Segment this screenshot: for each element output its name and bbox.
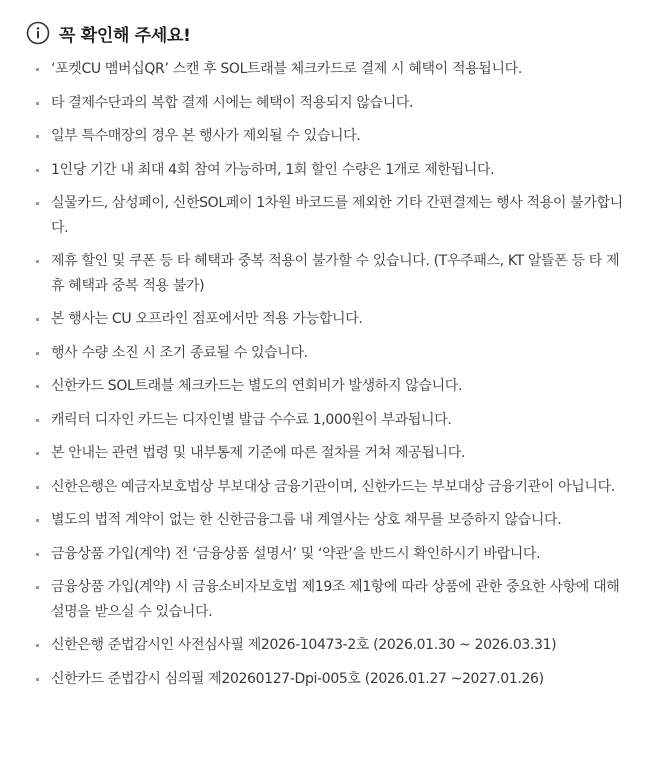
notice-item-text: 제휴 할인 및 쿠폰 등 타 혜택과 중복 적용이 불가할 수 있습니다. (T우주패스, KT 알뜰폰 등 타 제휴 혜택과 중복 적용 불가)	[51, 253, 620, 294]
notice-item	[26, 542, 626, 567]
notice-item-text: 신한카드 SOL트래블 체크카드는 별도의 연회비가 발생하지 않습니다.	[51, 378, 463, 394]
bullet-icon	[36, 452, 39, 455]
bullet-icon	[36, 385, 39, 388]
bullet-icon	[36, 352, 39, 355]
notice-item	[26, 341, 626, 366]
notice-item-text: 일부 특수매장의 경우 본 행사가 제외될 수 있습니다.	[51, 128, 361, 144]
notice-list	[26, 57, 626, 691]
notice-item-text: 본 안내는 관련 법령 및 내부통제 기준에 따른 절차를 거쳐 제공됩니다.	[51, 445, 465, 461]
notice-title: 꼭 확인해 주세요!	[59, 25, 191, 46]
notice-item	[26, 124, 626, 149]
bullet-icon	[36, 318, 39, 321]
bullet-icon	[36, 486, 39, 489]
notice-item-text: 1인당 기간 내 최대 4회 참여 가능하며, 1회 할인 수량은 1개로 제한됩니다.	[51, 161, 495, 178]
notice-header	[26, 20, 645, 46]
notice-item-text: 타 결제수단과의 복합 결제 시에는 혜택이 적용되지 않습니다.	[51, 94, 414, 111]
notice-item	[26, 91, 626, 116]
notice-item	[26, 57, 626, 82]
notice-item	[26, 191, 626, 240]
bullet-icon	[36, 419, 39, 422]
notice-item	[26, 441, 626, 466]
bullet-icon	[36, 644, 39, 647]
bullet-icon	[36, 678, 39, 681]
notice-item	[26, 307, 626, 332]
notice-item	[26, 633, 626, 658]
bullet-icon	[36, 260, 39, 263]
bullet-icon	[36, 586, 39, 589]
notice-item	[26, 249, 626, 298]
notice-item	[26, 575, 626, 624]
bullet-icon	[36, 553, 39, 556]
notice-item-text: 별도의 법적 계약이 없는 한 신한금융그룹 내 계열사는 상호 채무를 보증하지 않습니다.	[51, 512, 562, 528]
notice-item	[26, 508, 626, 533]
notice-item	[26, 475, 626, 500]
bullet-icon	[36, 202, 39, 205]
notice-item-text: 금융상품 가입(계약) 시 금융소비자보호법 제19조 제1항에 따라 상품에 관한 중요한 사항에 대해 설명을 받으실 수 있습니다.	[51, 579, 620, 620]
notice-item-text: 실물카드, 삼성페이, 신한SOL페이 1차원 바코드를 제외한 기타 간편결제는 행사 적용이 불가합니다.	[51, 195, 623, 236]
bullet-icon	[36, 169, 39, 172]
notice-item-text: 캐릭터 디자인 카드는 디자인별 발급 수수료 1,000원이 부과됩니다.	[51, 411, 452, 428]
info-icon	[26, 21, 50, 45]
notice-item	[26, 158, 626, 183]
notice-item	[26, 374, 626, 399]
bullet-icon	[36, 102, 39, 105]
notice-item-text: 행사 수량 소진 시 조기 종료될 수 있습니다.	[51, 344, 308, 361]
notice-item-text: 금융상품 가입(계약) 전 ‘금융상품 설명서’ 및 ‘약관’을 반드시 확인하시기 바랍니다.	[51, 545, 541, 562]
notice-item-text: 신한은행은 예금자보호법상 부보대상 금융기관이며, 신한카드는 부보대상 금융기관이 아닙니다.	[51, 478, 615, 495]
bullet-icon	[36, 68, 39, 71]
bullet-icon	[36, 519, 39, 522]
notice-item-text: 신한카드 준법감시 심의필 제20260127-Dpi-005호 (2026.01.27 ~2027.01.26)	[51, 670, 544, 687]
bullet-icon	[36, 135, 39, 138]
notice-item-text: ‘포켓CU 멤버십QR’ 스캔 후 SOL트래블 체크카드로 결제 시 혜택이 적용됩니다.	[51, 61, 522, 77]
notice-item	[26, 667, 626, 692]
notice-item	[26, 408, 626, 433]
notice-item-text: 본 행사는 CU 오프라인 점포에서만 적용 가능합니다.	[51, 311, 363, 327]
notice-item-text: 신한은행 준법감시인 사전심사필 제2026-10473-2호 (2026.01.30 ~ 2026.03.31)	[51, 637, 557, 653]
